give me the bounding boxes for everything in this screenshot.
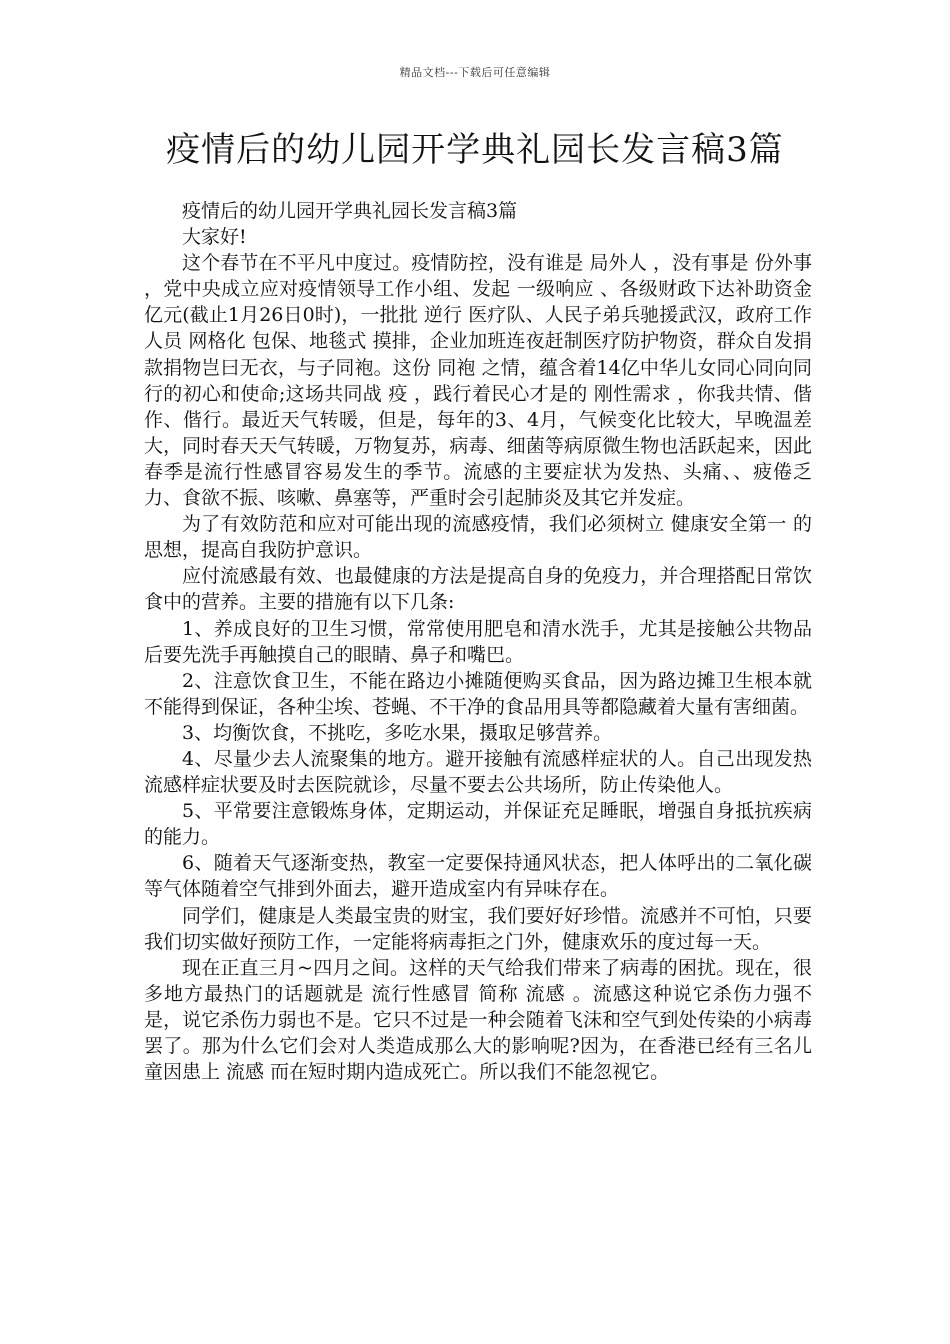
- paragraph: 这个春节在不平凡中度过。疫情防控，没有谁是 局外人 ，没有事是 份外事 ，党中央成立应对疫情领导工作小组、发起 一级响应 、各级财政下达补助资金亿元(截止1月26日0时)，一批批 逆行 医疗队、人民子弟兵驰援武汉，政府工作人员 网格化 包保、地毯式 摸排，企业加班连夜赶制医疗防护物资，群众自发捐款捐物岂曰无衣，与子同袍。这份 同袍 之情，蕴含着14亿中华儿女同心同向同行的初心和使命;这场共同战 疫 ，践行着民心才是的 刚性需求 ，你我共情、偕作、偕行。最近天气转暖，但是，每年的3、4月，气候变化比较大，早晚温差大，同时春天天气转暖，万物复苏，病毒、细菌等病原微生物也活跃起来，因此春季是流行性感冒容易发生的季节。流感的主要症状为发热、头痛、、疲倦乏力、食欲不振、咳嗽、鼻塞等，严重时会引起肺炎及其它并发症。: [144, 252, 812, 510]
- paragraph-greeting: 大家好!: [182, 226, 247, 249]
- paragraph-subtitle: 疫情后的幼儿园开学典礼园长发言稿3篇: [182, 200, 518, 222]
- header-note: 精品文档---下载后可任意编辑: [399, 66, 551, 79]
- list-item: 4、尽量少去人流聚集的地方。避开接触有流感样症状的人。自己出现发热流感样症状要及时去医院就诊，尽量不要去公共场所，防止传染他人。: [144, 747, 812, 797]
- document-title: 疫情后的幼儿园开学典礼园长发言稿3篇: [166, 130, 784, 170]
- paragraph: 应付流感最有效、也最健康的方法是提高自身的免疫力，并合理搭配日常饮食中的营养。主要的措施有以下几条:: [144, 565, 812, 614]
- list-item: 6、随着天气逐渐变热，教室一定要保持通风状态，把人体呼出的二氧化碳等气体随着空气排到外面去，避开造成室内有异味存在。: [144, 852, 812, 901]
- list-item: 5、平常要注意锻炼身体，定期运动，并保证充足睡眠，增强自身抵抗疾病的能力。: [144, 800, 812, 849]
- paragraph: 同学们，健康是人类最宝贵的财宝，我们要好好珍惜。流感并不可怕，只要我们切实做好预防工作，一定能将病毒拒之门外，健康欢乐的度过每一天。: [144, 904, 812, 953]
- list-item: 3、均衡饮食，不挑吃，多吃水果，摄取足够营养。: [182, 721, 613, 744]
- list-item: 1、养成良好的卫生习惯，常常使用肥皂和清水洗手，尤其是接触公共物品后要先洗手再触摸自己的眼睛、鼻子和嘴巴。: [144, 617, 812, 666]
- list-item: 2、注意饮食卫生，不能在路边小摊随便购买食品，因为路边摊卫生根本就不能得到保证，各种尘埃、苍蝇、不干净的食品用具等都隐藏着大量有害细菌。: [144, 669, 812, 718]
- document-body: [144, 198, 812, 1085]
- paragraph: 为了有效防范和应对可能出现的流感疫情，我们必须树立 健康安全第一 的思想，提高自我防护意识。: [144, 513, 812, 562]
- paragraph: 现在正直三月~四月之间。这样的天气给我们带来了病毒的困扰。现在，很多地方最热门的话题就是 流行性感冒 简称 流感 。流感这种说它杀伤力强不是，说它杀伤力弱也不是。它只不过是一种会随着飞沫和空气到处传染的小病毒罢了。那为什么它们会对人类造成那么大的影响呢?因为，在香港已经有三名儿童因患上 流感 而在短时期内造成死亡。所以我们不能忽视它。: [144, 956, 812, 1084]
